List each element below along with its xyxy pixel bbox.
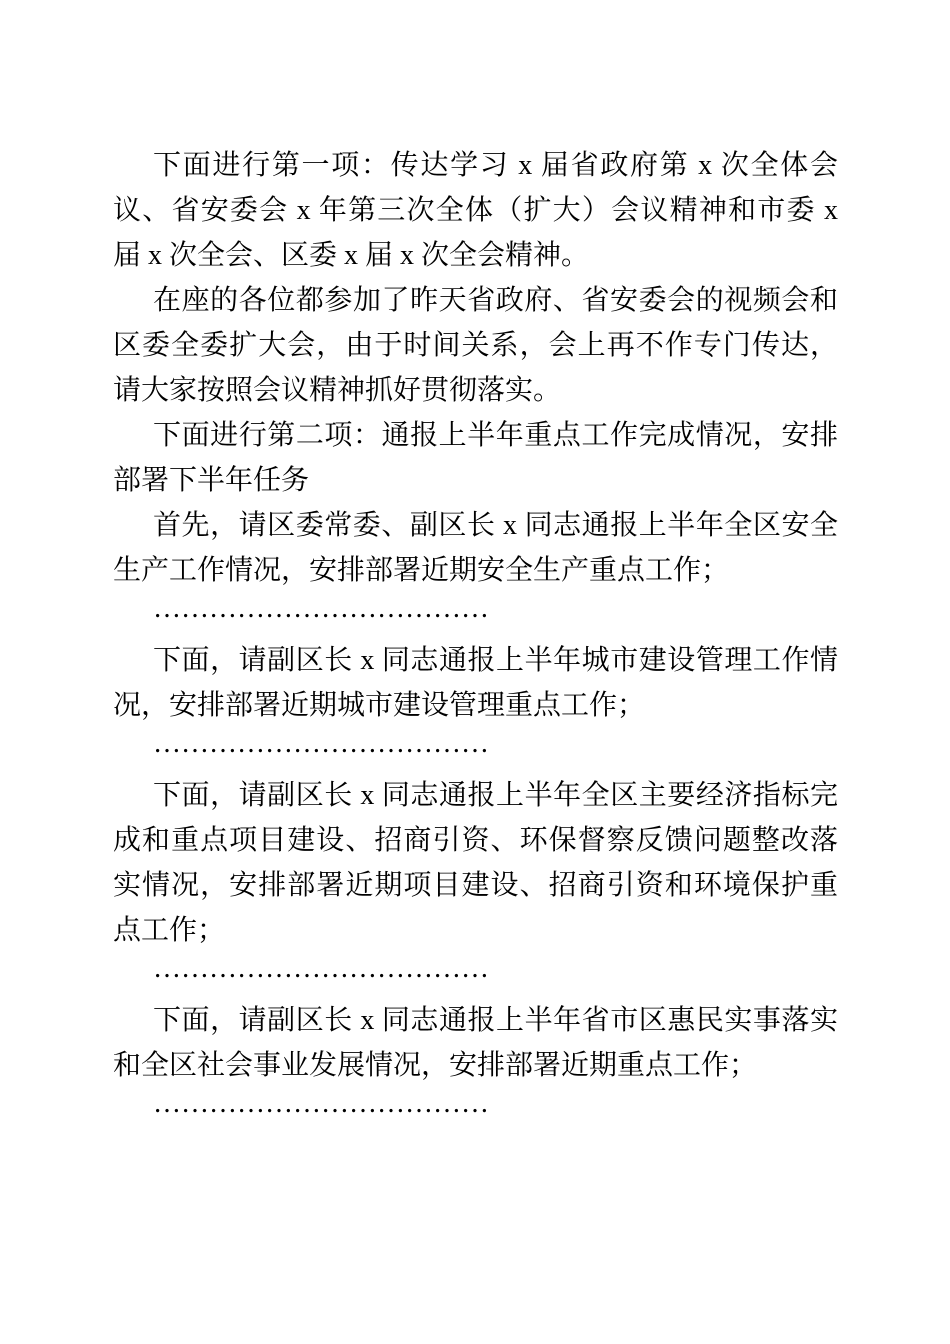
paragraph: 下面，请副区长 x 同志通报上半年城市建设管理工作情况，安排部署近期城市建设管理重点工作； [113,645,838,721]
ellipsis-dots: ……………………………… [153,1088,489,1119]
paragraph: 首先，请区委常委、副区长 x 同志通报上半年全区安全生产工作情况，安排部署近期安全生产重点工作； [113,510,838,586]
ellipsis-line [113,953,838,998]
ellipsis-line [113,593,838,638]
paragraph: 在座的各位都参加了昨天省政府、省安委会的视频会和区委全委扩大会，由于时间关系，会上再不作专门传达，请大家按照会议精神抓好贯彻落实。 [113,285,838,406]
paragraph: 下面进行第二项：通报上半年重点工作完成情况，安排部署下半年任务 [113,420,838,496]
ellipsis-dots: ……………………………… [153,593,489,624]
paragraph: 下面进行第一项：传达学习 x 届省政府第 x 次全体会议、省安委会 x 年第三次全体（扩大）会议精神和市委 x 届 x 次全会、区委 x 届 x 次全会精神。 [113,150,838,271]
ellipsis-line [113,728,838,773]
ellipsis-dots: ……………………………… [153,728,489,759]
ellipsis-line [113,1088,838,1133]
ellipsis-dots: ……………………………… [153,953,489,984]
paragraph: 下面，请副区长 x 同志通报上半年全区主要经济指标完成和重点项目建设、招商引资、环保督察反馈问题整改落实情况，安排部署近期项目建设、招商引资和环境保护重点工作； [113,780,838,946]
paragraph: 下面，请副区长 x 同志通报上半年省市区惠民实事落实和全区社会事业发展情况，安排部署近期重点工作； [113,1005,838,1081]
